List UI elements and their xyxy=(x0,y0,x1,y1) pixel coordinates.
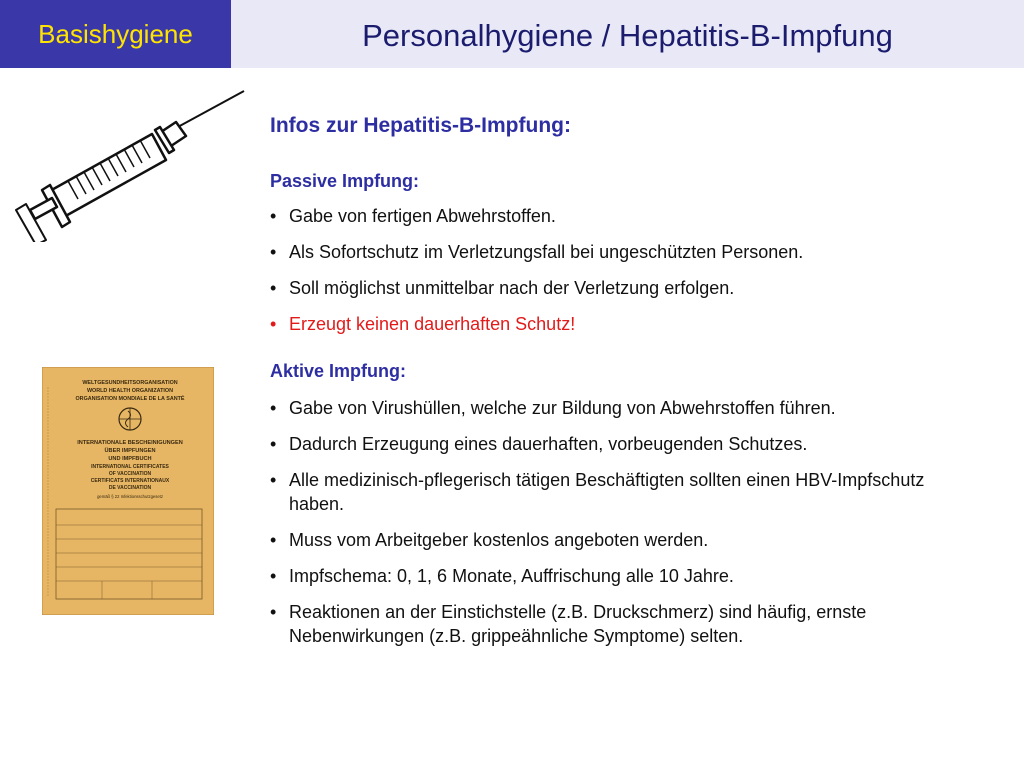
card-title-de3: UND IMPFBUCH xyxy=(108,456,152,462)
passive-heading: Passive Impfung: xyxy=(270,171,420,191)
list-item-text: Muss vom Arbeitgeber kostenlos angeboten werden. xyxy=(289,530,709,550)
main-heading: Infos zur Hepatitis-B-Impfung: xyxy=(270,114,571,137)
card-title-en2: OF VACCINATION xyxy=(108,471,152,477)
list-item xyxy=(270,240,1000,264)
list-item-text: Alle medizinisch-pflegerisch tätigen Beschäftigten sollten einen HBV-Impfschutz haben. xyxy=(289,470,925,514)
active-list xyxy=(270,396,1000,660)
list-item xyxy=(270,600,970,648)
slide-header xyxy=(0,0,1024,68)
list-item xyxy=(270,396,1000,420)
card-title-de1: INTERNATIONALE BESCHEINIGUNGEN xyxy=(77,440,183,446)
card-title-fr2: DE VACCINATION xyxy=(108,485,152,491)
list-item-text: Erzeugt keinen dauerhaften Schutz! xyxy=(289,314,576,334)
card-org-line1: WELTGESUNDHEITSORGANISATION xyxy=(82,380,178,386)
section-tab: Basishygiene xyxy=(0,0,231,68)
bullet-icon: • xyxy=(270,530,277,550)
bullet-icon: • xyxy=(270,242,277,262)
list-item-text: Als Sofortschutz im Verletzungsfall bei ungeschützten Personen. xyxy=(289,242,804,262)
list-item-text: Soll möglichst unmittelbar nach der Verletzung erfolgen. xyxy=(289,278,735,298)
list-item xyxy=(270,204,1000,228)
bullet-icon: • xyxy=(270,398,277,418)
bullet-icon: • xyxy=(270,314,277,334)
card-title-en1: INTERNATIONAL CERTIFICATES xyxy=(91,464,169,470)
list-item xyxy=(270,468,950,516)
list-item xyxy=(270,276,1000,300)
list-item xyxy=(270,528,1000,552)
card-org-line3: ORGANISATION MONDIALE DE LA SANTÉ xyxy=(75,396,185,402)
bullet-icon: • xyxy=(270,278,277,298)
card-law: gemäß § 22 Infektionsschutzgesetz xyxy=(97,494,163,499)
list-item-text: Reaktionen an der Einstichstelle (z.B. Druckschmerz) sind häufig, ernste Nebenwirkungen (z.B. grippeähnliche Symptome) selten. xyxy=(289,602,867,646)
bullet-icon: • xyxy=(270,470,277,490)
list-item-text: Gabe von fertigen Abwehrstoffen. xyxy=(289,206,556,226)
list-item xyxy=(270,432,1000,456)
syringe-icon xyxy=(8,86,252,242)
list-item-text: Dadurch Erzeugung eines dauerhaften, vorbeugenden Schutzes. xyxy=(289,434,808,454)
list-item xyxy=(270,564,1000,588)
list-item-text: Gabe von Virushüllen, welche zur Bildung von Abwehrstoffen führen. xyxy=(289,398,836,418)
card-title-de2: ÜBER IMPFUNGEN xyxy=(104,448,156,454)
vaccination-card xyxy=(42,367,214,615)
bullet-icon: • xyxy=(270,206,277,226)
card-org-line2: WORLD HEALTH ORGANIZATION xyxy=(86,388,174,394)
slide-title: Personalhygiene / Hepatitis-B-Impfung xyxy=(362,18,893,53)
list-item-text: Impfschema: 0, 1, 6 Monate, Auffrischung alle 10 Jahre. xyxy=(289,566,734,586)
bullet-icon: • xyxy=(270,566,277,586)
who-emblem-icon xyxy=(119,408,141,430)
passive-list xyxy=(270,204,1000,348)
active-heading: Aktive Impfung: xyxy=(270,361,407,381)
card-title-fr1: CERTIFICATS INTERNATIONAUX xyxy=(90,478,170,484)
list-item-warning xyxy=(270,312,1000,336)
bullet-icon: • xyxy=(270,434,277,454)
bullet-icon: • xyxy=(270,602,277,622)
